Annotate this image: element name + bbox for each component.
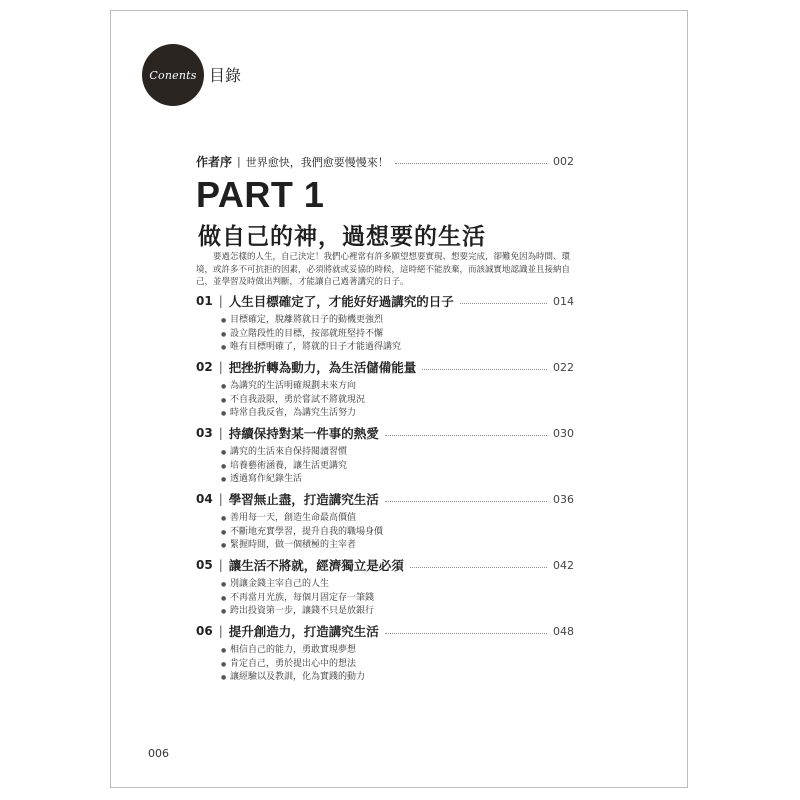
chapter-number: 03	[196, 426, 213, 440]
chapter-entry	[196, 359, 574, 421]
chapter-title: 提升創造力，打造講究生活	[228, 624, 379, 639]
chapter-entry	[196, 491, 574, 553]
chapter-separator: |	[218, 558, 223, 572]
contents-badge	[142, 44, 204, 106]
subtopic-item: ● 別讓金錢主宰自己的人生	[230, 578, 574, 592]
preface-entry	[196, 153, 574, 170]
chapter-separator: |	[218, 492, 223, 506]
chapter-separator: |	[218, 360, 223, 374]
subtopic-item: ● 跨出投資第一步，讓錢不只是放銀行	[230, 605, 574, 619]
chapter-subtopics	[196, 314, 574, 355]
dot-leader	[460, 303, 547, 304]
subtopic-item: ● 目標確定，脫離將就日子的動機更強烈	[230, 314, 574, 328]
chapter-number: 04	[196, 492, 213, 506]
chapter-title: 讓生活不將就，經濟獨立是必須	[228, 558, 404, 573]
subtopic-item: ● 讓經驗以及教訓，化為實踐的動力	[230, 671, 574, 685]
subtopic-item: ● 培養藝術涵養，讓生活更講究	[230, 460, 574, 474]
part-title: 做自己的神，過想要的生活	[198, 224, 486, 250]
subtopic-item: ● 唯有目標明確了，將就的日子才能過得講究	[230, 341, 574, 355]
page-number: 006	[148, 747, 169, 760]
subtopic-item: ● 不自我設限，勇於嘗試不將就現況	[230, 394, 574, 408]
chapter-subtopics	[196, 512, 574, 553]
chapter-entry	[196, 425, 574, 487]
dot-leader	[410, 567, 547, 568]
chapter-page: 014	[553, 294, 574, 308]
dot-leader	[395, 163, 547, 164]
subtopic-item: ● 緊握時間，做一個積極的主宰者	[230, 539, 574, 553]
chapter-subtopics	[196, 644, 574, 685]
contents-badge-text: Conents	[149, 68, 197, 82]
chapter-page: 048	[553, 624, 574, 638]
chapter-page: 036	[553, 492, 574, 506]
chapter-title: 持續保持對某一件事的熱愛	[228, 426, 379, 441]
chapter-entry	[196, 557, 574, 619]
chapter-heading-row	[196, 557, 574, 573]
chapter-page: 030	[553, 426, 574, 440]
subtopic-item: ● 善用每一天，創造生命最高價值	[230, 512, 574, 526]
chapter-subtopics	[196, 380, 574, 421]
part-label: PART 1	[196, 174, 325, 215]
dot-leader	[385, 633, 547, 634]
subtopic-item: ● 肯定自己，勇於提出心中的想法	[230, 658, 574, 672]
preface-separator: |	[237, 155, 241, 168]
preface-page: 002	[553, 155, 574, 168]
subtopic-item: ● 相信自己的能力，勇敢實現夢想	[230, 644, 574, 658]
dot-leader	[385, 501, 547, 502]
chapter-number: 01	[196, 294, 213, 308]
dot-leader	[385, 435, 547, 436]
dot-leader	[422, 369, 547, 370]
chapter-separator: |	[218, 624, 223, 638]
subtopic-item: ● 時常自我反省，為講究生活努力	[230, 407, 574, 421]
chapter-subtopics	[196, 446, 574, 487]
chapter-heading-row	[196, 293, 574, 309]
chapter-number: 05	[196, 558, 213, 572]
chapter-heading-row	[196, 359, 574, 375]
chapter-entry	[196, 623, 574, 685]
chapter-heading-row	[196, 623, 574, 639]
chapter-number: 02	[196, 360, 213, 374]
subtopic-item: ● 不斷地充實學習，提升自我的職場身價	[230, 526, 574, 540]
preface-title: 世界愈快，我們愈要慢慢來！	[245, 155, 389, 169]
subtopic-item: ● 為講究的生活明確規劃未來方向	[230, 380, 574, 394]
chapter-number: 06	[196, 624, 213, 638]
chapter-title: 把挫折轉為動力，為生活儲備能量	[228, 360, 417, 375]
chapter-title: 人生目標確定了，才能好好過講究的日子	[228, 294, 454, 309]
book-page	[110, 10, 688, 788]
toc-heading: 目錄	[209, 66, 242, 85]
chapter-page: 022	[553, 360, 574, 374]
subtopic-item: ● 透過寫作紀錄生活	[230, 473, 574, 487]
chapter-entry	[196, 293, 574, 355]
chapter-heading-row	[196, 491, 574, 507]
subtopic-item: ● 講究的生活來自保持閱讀習慣	[230, 446, 574, 460]
preface-label: 作者序	[196, 155, 233, 169]
part-intro: 要過怎樣的人生，自己決定！我們心裡常有許多願望想要實現、想要完成，卻難免因為時間、環境，或許多不可抗拒的因素，必須將就或妥協的時候，這時絕不能放棄，而該誠實地認識並且接納自己，並學習及時做出判斷，才能讓自己過著講究的日子。	[196, 252, 571, 287]
chapter-page: 042	[553, 558, 574, 572]
chapter-heading-row	[196, 425, 574, 441]
chapter-subtopics	[196, 578, 574, 619]
chapter-title: 學習無止盡，打造講究生活	[228, 492, 379, 507]
subtopic-item: ● 設立階段性的目標，按部就班堅持不懈	[230, 328, 574, 342]
chapter-separator: |	[218, 426, 223, 440]
chapter-separator: |	[218, 294, 223, 308]
subtopic-item: ● 不再當月光族，每個月固定存一筆錢	[230, 592, 574, 606]
